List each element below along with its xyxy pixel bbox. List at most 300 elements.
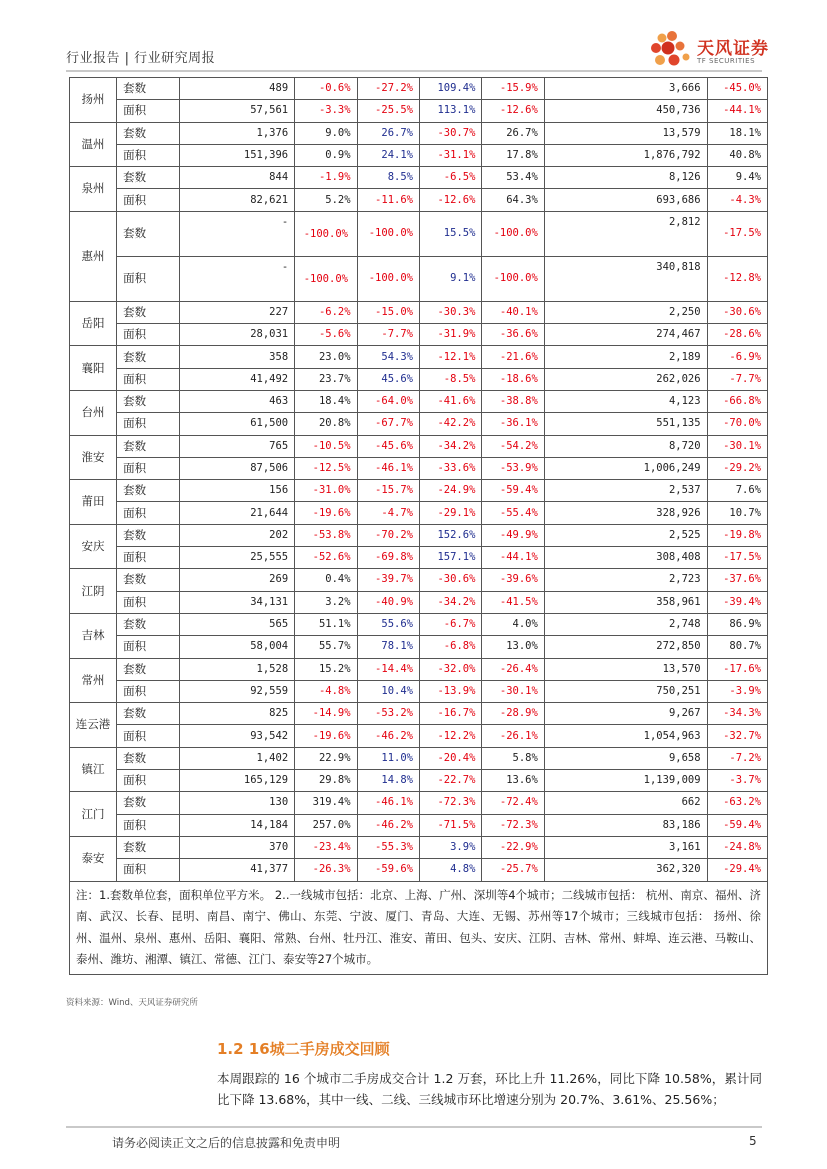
city-transaction-table: [69, 77, 768, 975]
metric-sets-label: 套数: [117, 613, 179, 635]
table-cell: -53.8%: [295, 524, 357, 546]
table-cell: -12.8%: [707, 256, 767, 301]
table-cell: 53.4%: [482, 167, 544, 189]
table-cell: 13.6%: [482, 770, 544, 792]
table-cell: -72.3%: [482, 814, 544, 836]
table-cell: 22.9%: [295, 747, 357, 769]
table-cell: 1,139,009: [544, 770, 707, 792]
table-cell: -26.1%: [482, 725, 544, 747]
table-cell: -30.1%: [707, 435, 767, 457]
table-cell: -30.3%: [419, 301, 481, 323]
table-cell: 257.0%: [295, 814, 357, 836]
table-row: [70, 189, 768, 211]
table-row: [70, 680, 768, 702]
table-cell: -36.6%: [482, 324, 544, 346]
table-row: [70, 122, 768, 144]
table-cell: 319.4%: [295, 792, 357, 814]
table-row: [70, 613, 768, 635]
table-cell: -41.5%: [482, 591, 544, 613]
table-cell: -12.6%: [419, 189, 481, 211]
table-cell: -26.4%: [482, 658, 544, 680]
table-cell: 765: [179, 435, 295, 457]
metric-sets-label: 套数: [117, 167, 179, 189]
table-cell: 2,189: [544, 346, 707, 368]
table-cell: 340,818: [544, 256, 707, 301]
table-cell: -4.8%: [295, 680, 357, 702]
table-cell: 34,131: [179, 591, 295, 613]
table-cell: 17.8%: [482, 144, 544, 166]
table-cell: -12.6%: [482, 100, 544, 122]
table-row: [70, 390, 768, 412]
table-cell: -20.4%: [419, 747, 481, 769]
table-cell: 0.4%: [295, 569, 357, 591]
table-cell: -6.8%: [419, 636, 481, 658]
metric-area-label: 面积: [117, 189, 179, 211]
table-cell: 26.7%: [482, 122, 544, 144]
table-cell: 10.4%: [357, 680, 419, 702]
table-cell: 18.4%: [295, 390, 357, 412]
table-cell: 28,031: [179, 324, 295, 346]
table-cell: 23.0%: [295, 346, 357, 368]
table-cell: 269: [179, 569, 295, 591]
table-cell: 1,376: [179, 122, 295, 144]
table-cell: -12.5%: [295, 457, 357, 479]
table-cell: 57,561: [179, 100, 295, 122]
table-cell: 13.0%: [482, 636, 544, 658]
table-row: [70, 211, 768, 256]
table-cell: -100.0%: [482, 211, 544, 256]
metric-sets-label: 套数: [117, 390, 179, 412]
table-cell: -7.7%: [357, 324, 419, 346]
table-cell: 7.6%: [707, 480, 767, 502]
table-cell: -70.2%: [357, 524, 419, 546]
table-cell: -100.0%: [357, 211, 419, 256]
table-cell: -7.7%: [707, 368, 767, 390]
data-source: 资料来源：Wind、天风证券研究所: [66, 998, 198, 1008]
metric-sets-label: 套数: [117, 211, 179, 256]
table-cell: 274,467: [544, 324, 707, 346]
table-cell: 15.5%: [419, 211, 481, 256]
table-cell: -46.1%: [357, 792, 419, 814]
table-cell: 86.9%: [707, 613, 767, 635]
logo-name-en: TF SECURITIES: [697, 57, 756, 65]
footer-disclaimer: 请务必阅读正文之后的信息披露和免责申明: [112, 1136, 341, 1150]
table-cell: -100.0%: [295, 211, 357, 256]
table-cell: -29.1%: [419, 502, 481, 524]
table-cell: 1,876,792: [544, 144, 707, 166]
section-title: 1.2 16城二手房成交回顾: [217, 1040, 390, 1058]
table-cell: -: [179, 256, 295, 301]
city-name: 吉林: [70, 613, 117, 658]
table-row: [70, 435, 768, 457]
table-cell: 55.6%: [357, 613, 419, 635]
metric-sets-label: 套数: [117, 122, 179, 144]
city-name: 泰安: [70, 836, 117, 881]
table-cell: -39.4%: [707, 591, 767, 613]
table-row: [70, 368, 768, 390]
table-cell: -39.7%: [357, 569, 419, 591]
table-cell: 328,926: [544, 502, 707, 524]
table-cell: -54.2%: [482, 435, 544, 457]
table-cell: 87,506: [179, 457, 295, 479]
table-cell: 3,161: [544, 836, 707, 858]
table-cell: 13,570: [544, 658, 707, 680]
table-row: [70, 100, 768, 122]
table-cell: 9.4%: [707, 167, 767, 189]
table-cell: -6.2%: [295, 301, 357, 323]
metric-sets-label: 套数: [117, 346, 179, 368]
table-cell: -13.9%: [419, 680, 481, 702]
table-cell: -30.1%: [482, 680, 544, 702]
table-cell: -46.2%: [357, 814, 419, 836]
table-cell: 10.7%: [707, 502, 767, 524]
table-cell: -19.8%: [707, 524, 767, 546]
table-cell: 4,123: [544, 390, 707, 412]
table-cell: 165,129: [179, 770, 295, 792]
table-cell: 24.1%: [357, 144, 419, 166]
table-row: [70, 502, 768, 524]
metric-area-label: 面积: [117, 547, 179, 569]
table-cell: -53.9%: [482, 457, 544, 479]
table-cell: -22.7%: [419, 770, 481, 792]
table-cell: 370: [179, 836, 295, 858]
table-cell: -24.9%: [419, 480, 481, 502]
metric-area-label: 面积: [117, 502, 179, 524]
table-cell: -15.9%: [482, 78, 544, 100]
table-cell: -16.7%: [419, 703, 481, 725]
table-cell: -21.6%: [482, 346, 544, 368]
table-cell: 5.2%: [295, 189, 357, 211]
table-row: [70, 658, 768, 680]
table-cell: -25.7%: [482, 859, 544, 881]
metric-area-label: 面积: [117, 636, 179, 658]
table-cell: -44.1%: [482, 547, 544, 569]
table-cell: -31.1%: [419, 144, 481, 166]
table-cell: -45.0%: [707, 78, 767, 100]
metric-area-label: 面积: [117, 144, 179, 166]
table-cell: 227: [179, 301, 295, 323]
table-cell: 40.8%: [707, 144, 767, 166]
metric-area-label: 面积: [117, 368, 179, 390]
metric-sets-label: 套数: [117, 435, 179, 457]
table-row: [70, 480, 768, 502]
table-cell: -32.0%: [419, 658, 481, 680]
table-cell: 489: [179, 78, 295, 100]
table-cell: 1,402: [179, 747, 295, 769]
city-name: 泉州: [70, 167, 117, 212]
table-cell: -28.6%: [707, 324, 767, 346]
metric-sets-label: 套数: [117, 658, 179, 680]
table-cell: 362,320: [544, 859, 707, 881]
table-cell: -5.6%: [295, 324, 357, 346]
table-cell: 54.3%: [357, 346, 419, 368]
metric-area-label: 面积: [117, 859, 179, 881]
table-row: [70, 569, 768, 591]
table-cell: -7.2%: [707, 747, 767, 769]
table-cell: 156: [179, 480, 295, 502]
page-number: 5: [749, 1134, 757, 1148]
table-cell: -22.9%: [482, 836, 544, 858]
table-cell: -6.5%: [419, 167, 481, 189]
table-cell: 15.2%: [295, 658, 357, 680]
table-cell: -23.4%: [295, 836, 357, 858]
table-cell: -46.2%: [357, 725, 419, 747]
table-cell: 750,251: [544, 680, 707, 702]
table-row: [70, 591, 768, 613]
table-row: [70, 324, 768, 346]
table-cell: 113.1%: [419, 100, 481, 122]
table-cell: -0.6%: [295, 78, 357, 100]
table-cell: -31.9%: [419, 324, 481, 346]
table-cell: -3.7%: [707, 770, 767, 792]
table-cell: -29.2%: [707, 457, 767, 479]
table-cell: -34.2%: [419, 591, 481, 613]
table-cell: -33.6%: [419, 457, 481, 479]
table-cell: -27.2%: [357, 78, 419, 100]
table-cell: 2,748: [544, 613, 707, 635]
metric-area-label: 面积: [117, 770, 179, 792]
table-row: [70, 547, 768, 569]
table-cell: -46.1%: [357, 457, 419, 479]
table-cell: 693,686: [544, 189, 707, 211]
table-cell: -30.6%: [419, 569, 481, 591]
metric-area-label: 面积: [117, 256, 179, 301]
table-cell: -11.6%: [357, 189, 419, 211]
table-cell: 308,408: [544, 547, 707, 569]
metric-area-label: 面积: [117, 591, 179, 613]
table-cell: -40.1%: [482, 301, 544, 323]
table-cell: -59.4%: [707, 814, 767, 836]
city-name: 惠州: [70, 211, 117, 301]
table-cell: -42.2%: [419, 413, 481, 435]
table-cell: 565: [179, 613, 295, 635]
metric-area-label: 面积: [117, 457, 179, 479]
table-cell: 9,658: [544, 747, 707, 769]
summary-paragraph: 本周跟踪的 16 个城市二手房成交合计 1.2 万套，环比上升 11.26%，同比下降 10.58%，累计同比下降 13.68%，其中一线、二线、三线城市环比增速分别为 20.7%、3.61%、25.56%；: [217, 1071, 762, 1107]
table-cell: -10.5%: [295, 435, 357, 457]
table-row: [70, 747, 768, 769]
table-cell: -26.3%: [295, 859, 357, 881]
table-cell: -4.3%: [707, 189, 767, 211]
table-cell: -3.9%: [707, 680, 767, 702]
table-cell: -30.7%: [419, 122, 481, 144]
city-name: 常州: [70, 658, 117, 703]
table-row: [70, 524, 768, 546]
city-name: 莆田: [70, 480, 117, 525]
table-row: [70, 725, 768, 747]
table-cell: 51.1%: [295, 613, 357, 635]
table-cell: 1,006,249: [544, 457, 707, 479]
table-cell: -15.0%: [357, 301, 419, 323]
table-cell: -67.7%: [357, 413, 419, 435]
city-name: 江门: [70, 792, 117, 837]
table-cell: 844: [179, 167, 295, 189]
table-cell: 29.8%: [295, 770, 357, 792]
metric-sets-label: 套数: [117, 792, 179, 814]
table-cell: -25.5%: [357, 100, 419, 122]
table-cell: -18.6%: [482, 368, 544, 390]
table-row: [70, 636, 768, 658]
table-cell: -17.5%: [707, 211, 767, 256]
table-cell: -37.6%: [707, 569, 767, 591]
table-cell: 2,525: [544, 524, 707, 546]
table-cell: -6.9%: [707, 346, 767, 368]
table-cell: -55.3%: [357, 836, 419, 858]
table-cell: 8,720: [544, 435, 707, 457]
table-cell: 8,126: [544, 167, 707, 189]
table-cell: 45.6%: [357, 368, 419, 390]
table-cell: 64.3%: [482, 189, 544, 211]
table-row: [70, 792, 768, 814]
metric-sets-label: 套数: [117, 78, 179, 100]
table-cell: 662: [544, 792, 707, 814]
metric-area-label: 面积: [117, 814, 179, 836]
metric-sets-label: 套数: [117, 836, 179, 858]
table-cell: 13,579: [544, 122, 707, 144]
table-cell: 1,054,963: [544, 725, 707, 747]
table-cell: -38.8%: [482, 390, 544, 412]
table-cell: -71.5%: [419, 814, 481, 836]
table-cell: 463: [179, 390, 295, 412]
city-name: 台州: [70, 390, 117, 435]
table-cell: -28.9%: [482, 703, 544, 725]
table-cell: 358: [179, 346, 295, 368]
metric-area-label: 面积: [117, 324, 179, 346]
table-cell: 358,961: [544, 591, 707, 613]
city-name: 江阴: [70, 569, 117, 614]
table-cell: 202: [179, 524, 295, 546]
table-cell: 41,492: [179, 368, 295, 390]
table-cell: 109.4%: [419, 78, 481, 100]
table-row: [70, 703, 768, 725]
table-cell: -70.0%: [707, 413, 767, 435]
city-name: 温州: [70, 122, 117, 167]
city-name: 安庆: [70, 524, 117, 569]
table-cell: 3.9%: [419, 836, 481, 858]
table-cell: -36.1%: [482, 413, 544, 435]
table-cell: 9.0%: [295, 122, 357, 144]
table-row: [70, 413, 768, 435]
table-cell: 58,004: [179, 636, 295, 658]
table-cell: -39.6%: [482, 569, 544, 591]
city-name: 岳阳: [70, 301, 117, 346]
table-cell: 11.0%: [357, 747, 419, 769]
table-cell: 8.5%: [357, 167, 419, 189]
table-cell: -100.0%: [482, 256, 544, 301]
table-cell: 41,377: [179, 859, 295, 881]
city-name: 扬州: [70, 78, 117, 123]
table-cell: 0.9%: [295, 144, 357, 166]
table-cell: -49.9%: [482, 524, 544, 546]
table-note: 注：1.套数单位套，面积单位平方米。 2..一线城市包括：北京、上海、广州、深圳等4个城市；二线城市包括： 杭州、南京、福州、济南、武汉、长春、昆明、南昌、南宁、佛山、东莞、宁波、厦门、青岛、大连、无锡、苏州等17个城市；三线城市包括： 扬州、徐州、温州、泉州、惠州、岳阳、襄阳、常熟、台州、牡丹江、淮安、莆田、包头、安庆、江阴、吉林、常州、蚌埠、连云港、马鞍山、泰州、潍坊、湘潭、镇江、常德、江门、泰安等27个城市。: [70, 881, 768, 974]
city-name: 襄阳: [70, 346, 117, 391]
table-cell: -4.7%: [357, 502, 419, 524]
table-cell: 2,537: [544, 480, 707, 502]
table-cell: -32.7%: [707, 725, 767, 747]
table-cell: -31.0%: [295, 480, 357, 502]
table-cell: 23.7%: [295, 368, 357, 390]
table-cell: -17.6%: [707, 658, 767, 680]
table-cell: -72.4%: [482, 792, 544, 814]
header-divider: [66, 70, 762, 72]
table-cell: -64.0%: [357, 390, 419, 412]
table-cell: 551,135: [544, 413, 707, 435]
table-cell: 272,850: [544, 636, 707, 658]
table-cell: 9.1%: [419, 256, 481, 301]
table-cell: -29.4%: [707, 859, 767, 881]
city-name: 连云港: [70, 703, 117, 748]
table-cell: -55.4%: [482, 502, 544, 524]
city-name: 镇江: [70, 747, 117, 792]
table-cell: 80.7%: [707, 636, 767, 658]
table-cell: -72.3%: [419, 792, 481, 814]
metric-area-label: 面积: [117, 680, 179, 702]
table-cell: -63.2%: [707, 792, 767, 814]
table-cell: 20.8%: [295, 413, 357, 435]
table-cell: -15.7%: [357, 480, 419, 502]
table-cell: 825: [179, 703, 295, 725]
table-cell: 92,559: [179, 680, 295, 702]
table-row: [70, 144, 768, 166]
table-cell: 2,250: [544, 301, 707, 323]
table-cell: 9,267: [544, 703, 707, 725]
table-cell: 157.1%: [419, 547, 481, 569]
table-cell: 3,666: [544, 78, 707, 100]
table-cell: 55.7%: [295, 636, 357, 658]
table-row: [70, 457, 768, 479]
footer-divider: [66, 1126, 762, 1128]
table-cell: 61,500: [179, 413, 295, 435]
logo-name-cn: 天风证券: [697, 39, 769, 59]
metric-sets-label: 套数: [117, 747, 179, 769]
table-row: [70, 256, 768, 301]
table-cell: -52.6%: [295, 547, 357, 569]
city-name: 淮安: [70, 435, 117, 480]
table-cell: 14,184: [179, 814, 295, 836]
table-cell: -19.6%: [295, 725, 357, 747]
table-cell: -40.9%: [357, 591, 419, 613]
table-cell: -17.5%: [707, 547, 767, 569]
table-cell: -19.6%: [295, 502, 357, 524]
table-cell: -1.9%: [295, 167, 357, 189]
table-cell: -53.2%: [357, 703, 419, 725]
table-cell: -3.3%: [295, 100, 357, 122]
table-cell: 1,528: [179, 658, 295, 680]
table-row: [70, 770, 768, 792]
table-cell: 78.1%: [357, 636, 419, 658]
table-cell: -34.2%: [419, 435, 481, 457]
table-cell: 25,555: [179, 547, 295, 569]
metric-area-label: 面积: [117, 725, 179, 747]
table-cell: 152.6%: [419, 524, 481, 546]
table-row: [70, 346, 768, 368]
table-cell: 2,723: [544, 569, 707, 591]
table-cell: 151,396: [179, 144, 295, 166]
metric-area-label: 面积: [117, 413, 179, 435]
table-cell: -24.8%: [707, 836, 767, 858]
table-cell: -34.3%: [707, 703, 767, 725]
table-cell: 18.1%: [707, 122, 767, 144]
table-cell: -41.6%: [419, 390, 481, 412]
table-cell: -6.7%: [419, 613, 481, 635]
table-cell: 14.8%: [357, 770, 419, 792]
metric-sets-label: 套数: [117, 301, 179, 323]
table-row: [70, 859, 768, 881]
metric-sets-label: 套数: [117, 524, 179, 546]
table-cell: -100.0%: [295, 256, 357, 301]
table-row: [70, 814, 768, 836]
table-cell: -12.2%: [419, 725, 481, 747]
